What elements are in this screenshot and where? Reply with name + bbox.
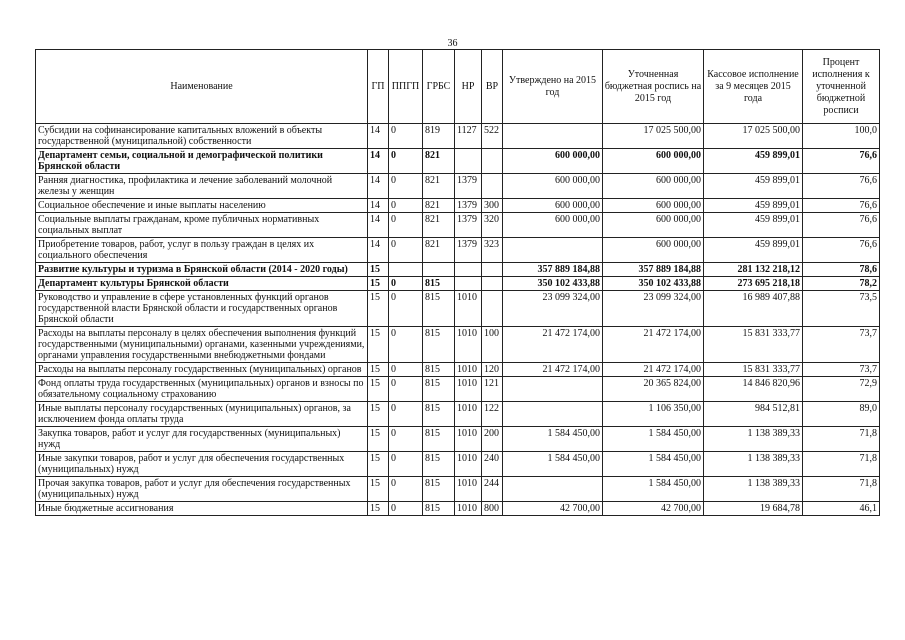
cell-cash: 1 138 389,33 [704, 452, 803, 477]
cell-cash: 281 132 218,12 [704, 263, 803, 277]
header-refined: Уточненная бюджетная роспись на 2015 год [603, 50, 704, 124]
table-row [36, 263, 880, 277]
cell-percent: 76,6 [803, 238, 880, 263]
cell-approved: 600 000,00 [503, 174, 603, 199]
cell-cash: 1 138 389,33 [704, 477, 803, 502]
table-row [36, 363, 880, 377]
cell-cash: 459 899,01 [704, 238, 803, 263]
cell-gp: 15 [368, 427, 389, 452]
table-row [36, 291, 880, 327]
table-row [36, 477, 880, 502]
cell-name: Расходы на выплаты персоналу в целях обеспечения выполнения функций государственными (муниципальными) органами, казенными учреждениями, органами управления государственными внебюджетными фондами [36, 327, 368, 363]
cell-np [455, 277, 482, 291]
cell-vr: 323 [482, 238, 503, 263]
cell-percent: 73,5 [803, 291, 880, 327]
cell-percent: 46,1 [803, 502, 880, 516]
cell-gp: 15 [368, 477, 389, 502]
cell-percent: 71,8 [803, 477, 880, 502]
cell-refined: 1 584 450,00 [603, 452, 704, 477]
cell-np: 1010 [455, 502, 482, 516]
header-gp: ГП [368, 50, 389, 124]
cell-percent: 78,6 [803, 263, 880, 277]
cell-vr: 320 [482, 213, 503, 238]
cell-ppgp: 0 [389, 327, 423, 363]
cell-vr: 120 [482, 363, 503, 377]
cell-vr: 122 [482, 402, 503, 427]
cell-cash: 15 831 333,77 [704, 327, 803, 363]
cell-gp: 15 [368, 452, 389, 477]
cell-name: Иные выплаты персоналу государственных (муниципальных) органов, за исключением фонда оплаты труда [36, 402, 368, 427]
cell-gp: 15 [368, 277, 389, 291]
table-row [36, 174, 880, 199]
cell-name: Социальное обеспечение и иные выплаты населению [36, 199, 368, 213]
header-percent: Процент исполнения к уточненной бюджетной росписи [803, 50, 880, 124]
cell-vr [482, 263, 503, 277]
cell-approved: 42 700,00 [503, 502, 603, 516]
cell-np: 1379 [455, 199, 482, 213]
cell-approved: 1 584 450,00 [503, 452, 603, 477]
cell-gp: 14 [368, 213, 389, 238]
cell-grbs: 815 [423, 502, 455, 516]
cell-np: 1010 [455, 291, 482, 327]
cell-cash: 984 512,81 [704, 402, 803, 427]
cell-grbs [423, 263, 455, 277]
budget-table [35, 49, 880, 516]
cell-vr: 240 [482, 452, 503, 477]
cell-name: Департамент семьи, социальной и демографической политики Брянской области [36, 149, 368, 174]
cell-ppgp: 0 [389, 452, 423, 477]
cell-ppgp: 0 [389, 477, 423, 502]
cell-name: Прочая закупка товаров, работ и услуг для обеспечения государственных (муниципальных) нужд [36, 477, 368, 502]
cell-approved: 21 472 174,00 [503, 363, 603, 377]
cell-name: Иные бюджетные ассигнования [36, 502, 368, 516]
cell-grbs: 815 [423, 477, 455, 502]
cell-grbs: 821 [423, 213, 455, 238]
table-row [36, 452, 880, 477]
table-row [36, 213, 880, 238]
cell-cash: 273 695 218,18 [704, 277, 803, 291]
table-row [36, 427, 880, 452]
table-header-row [36, 50, 880, 124]
cell-vr [482, 174, 503, 199]
cell-ppgp: 0 [389, 124, 423, 149]
cell-np: 1010 [455, 452, 482, 477]
table-row [36, 149, 880, 174]
header-np: НР [455, 50, 482, 124]
cell-np: 1010 [455, 402, 482, 427]
cell-percent: 76,6 [803, 213, 880, 238]
cell-gp: 14 [368, 199, 389, 213]
table-row [36, 124, 880, 149]
cell-percent: 73,7 [803, 363, 880, 377]
cell-ppgp: 0 [389, 291, 423, 327]
table-row [36, 502, 880, 516]
cell-grbs: 815 [423, 427, 455, 452]
cell-cash: 17 025 500,00 [704, 124, 803, 149]
cell-gp: 15 [368, 263, 389, 277]
cell-refined: 350 102 433,88 [603, 277, 704, 291]
cell-approved: 600 000,00 [503, 199, 603, 213]
cell-vr [482, 277, 503, 291]
cell-refined: 20 365 824,00 [603, 377, 704, 402]
cell-refined: 1 106 350,00 [603, 402, 704, 427]
cell-percent: 89,0 [803, 402, 880, 427]
cell-gp: 14 [368, 174, 389, 199]
header-vr: ВР [482, 50, 503, 124]
cell-percent: 72,9 [803, 377, 880, 402]
cell-gp: 14 [368, 124, 389, 149]
cell-np: 1010 [455, 377, 482, 402]
cell-name: Субсидии на софинансирование капитальных вложений в объекты государственной (муниципальной) собственности [36, 124, 368, 149]
cell-np: 1379 [455, 238, 482, 263]
cell-name: Развитие культуры и туризма в Брянской области (2014 - 2020 годы) [36, 263, 368, 277]
cell-approved: 1 584 450,00 [503, 427, 603, 452]
cell-gp: 15 [368, 502, 389, 516]
cell-name: Приобретение товаров, работ, услуг в пользу граждан в целях их социального обеспечения [36, 238, 368, 263]
cell-percent: 78,2 [803, 277, 880, 291]
cell-refined: 600 000,00 [603, 213, 704, 238]
cell-ppgp: 0 [389, 277, 423, 291]
cell-percent: 76,6 [803, 199, 880, 213]
cell-percent: 76,6 [803, 174, 880, 199]
cell-grbs: 821 [423, 174, 455, 199]
cell-ppgp: 0 [389, 213, 423, 238]
cell-approved [503, 238, 603, 263]
cell-np: 1010 [455, 427, 482, 452]
table-row [36, 199, 880, 213]
cell-ppgp: 0 [389, 363, 423, 377]
cell-approved [503, 377, 603, 402]
cell-name: Фонд оплаты труда государственных (муниципальных) органов и взносы по обязательному социальному страхованию [36, 377, 368, 402]
page-number: 36 [447, 38, 458, 49]
cell-np: 1127 [455, 124, 482, 149]
cell-grbs: 819 [423, 124, 455, 149]
header-approved: Утверждено на 2015 год [503, 50, 603, 124]
cell-refined: 600 000,00 [603, 199, 704, 213]
cell-grbs: 821 [423, 238, 455, 263]
cell-gp: 15 [368, 363, 389, 377]
cell-approved: 357 889 184,88 [503, 263, 603, 277]
cell-refined: 357 889 184,88 [603, 263, 704, 277]
cell-ppgp: 0 [389, 199, 423, 213]
table-row [36, 277, 880, 291]
cell-refined: 23 099 324,00 [603, 291, 704, 327]
header-name: Наименование [36, 50, 368, 124]
cell-gp: 15 [368, 327, 389, 363]
cell-name: Иные закупки товаров, работ и услуг для обеспечения государственных (муниципальных) нужд [36, 452, 368, 477]
table-row [36, 327, 880, 363]
cell-percent: 71,8 [803, 452, 880, 477]
cell-percent: 71,8 [803, 427, 880, 452]
cell-vr [482, 149, 503, 174]
table-row [36, 377, 880, 402]
cell-refined: 17 025 500,00 [603, 124, 704, 149]
cell-grbs: 821 [423, 199, 455, 213]
cell-np: 1379 [455, 213, 482, 238]
cell-grbs: 815 [423, 327, 455, 363]
cell-vr: 800 [482, 502, 503, 516]
cell-vr: 244 [482, 477, 503, 502]
cell-gp: 14 [368, 149, 389, 174]
cell-vr: 200 [482, 427, 503, 452]
cell-ppgp: 0 [389, 238, 423, 263]
cell-np: 1010 [455, 477, 482, 502]
cell-refined: 1 584 450,00 [603, 427, 704, 452]
cell-vr: 300 [482, 199, 503, 213]
cell-refined: 1 584 450,00 [603, 477, 704, 502]
cell-ppgp: 0 [389, 427, 423, 452]
cell-cash: 459 899,01 [704, 213, 803, 238]
cell-gp: 15 [368, 402, 389, 427]
cell-cash: 459 899,01 [704, 149, 803, 174]
cell-vr [482, 291, 503, 327]
cell-approved [503, 477, 603, 502]
cell-cash: 15 831 333,77 [704, 363, 803, 377]
cell-refined: 600 000,00 [603, 238, 704, 263]
cell-name: Социальные выплаты гражданам, кроме публичных нормативных социальных выплат [36, 213, 368, 238]
cell-vr: 121 [482, 377, 503, 402]
cell-gp: 14 [368, 238, 389, 263]
header-ppgp: ППГП [389, 50, 423, 124]
cell-cash: 19 684,78 [704, 502, 803, 516]
cell-np: 1010 [455, 363, 482, 377]
cell-refined: 21 472 174,00 [603, 363, 704, 377]
cell-cash: 459 899,01 [704, 174, 803, 199]
cell-gp: 15 [368, 291, 389, 327]
cell-approved: 600 000,00 [503, 149, 603, 174]
cell-name: Расходы на выплаты персоналу государственных (муниципальных) органов [36, 363, 368, 377]
cell-ppgp: 0 [389, 377, 423, 402]
cell-grbs: 815 [423, 277, 455, 291]
table-row [36, 402, 880, 427]
cell-grbs: 815 [423, 363, 455, 377]
cell-np: 1010 [455, 327, 482, 363]
cell-cash: 1 138 389,33 [704, 427, 803, 452]
table-body [36, 124, 880, 516]
cell-ppgp: 0 [389, 174, 423, 199]
cell-refined: 21 472 174,00 [603, 327, 704, 363]
cell-cash: 459 899,01 [704, 199, 803, 213]
cell-name: Департамент культуры Брянской области [36, 277, 368, 291]
cell-grbs: 815 [423, 291, 455, 327]
cell-cash: 16 989 407,88 [704, 291, 803, 327]
cell-grbs: 821 [423, 149, 455, 174]
cell-refined: 600 000,00 [603, 149, 704, 174]
cell-approved: 23 099 324,00 [503, 291, 603, 327]
cell-approved [503, 124, 603, 149]
cell-refined: 600 000,00 [603, 174, 704, 199]
cell-percent: 73,7 [803, 327, 880, 363]
cell-name: Ранняя диагностика, профилактика и лечение заболеваний молочной железы у женщин [36, 174, 368, 199]
cell-name: Закупка товаров, работ и услуг для государственных (муниципальных) нужд [36, 427, 368, 452]
cell-ppgp [389, 263, 423, 277]
table-row [36, 238, 880, 263]
cell-ppgp: 0 [389, 502, 423, 516]
cell-approved [503, 402, 603, 427]
cell-ppgp: 0 [389, 402, 423, 427]
cell-grbs: 815 [423, 452, 455, 477]
cell-approved: 350 102 433,88 [503, 277, 603, 291]
cell-np [455, 149, 482, 174]
cell-percent: 76,6 [803, 149, 880, 174]
cell-vr: 522 [482, 124, 503, 149]
header-cash: Кассовое исполнение за 9 месяцев 2015 года [704, 50, 803, 124]
cell-approved: 21 472 174,00 [503, 327, 603, 363]
cell-grbs: 815 [423, 402, 455, 427]
cell-np: 1379 [455, 174, 482, 199]
cell-vr: 100 [482, 327, 503, 363]
cell-cash: 14 846 820,96 [704, 377, 803, 402]
cell-gp: 15 [368, 377, 389, 402]
cell-name: Руководство и управление в сфере установленных функций органов государственной власти Брянской области и государственных органов Брянской области [36, 291, 368, 327]
cell-grbs: 815 [423, 377, 455, 402]
cell-percent: 100,0 [803, 124, 880, 149]
cell-np [455, 263, 482, 277]
header-grbs: ГРБС [423, 50, 455, 124]
cell-ppgp: 0 [389, 149, 423, 174]
cell-refined: 42 700,00 [603, 502, 704, 516]
cell-approved: 600 000,00 [503, 213, 603, 238]
